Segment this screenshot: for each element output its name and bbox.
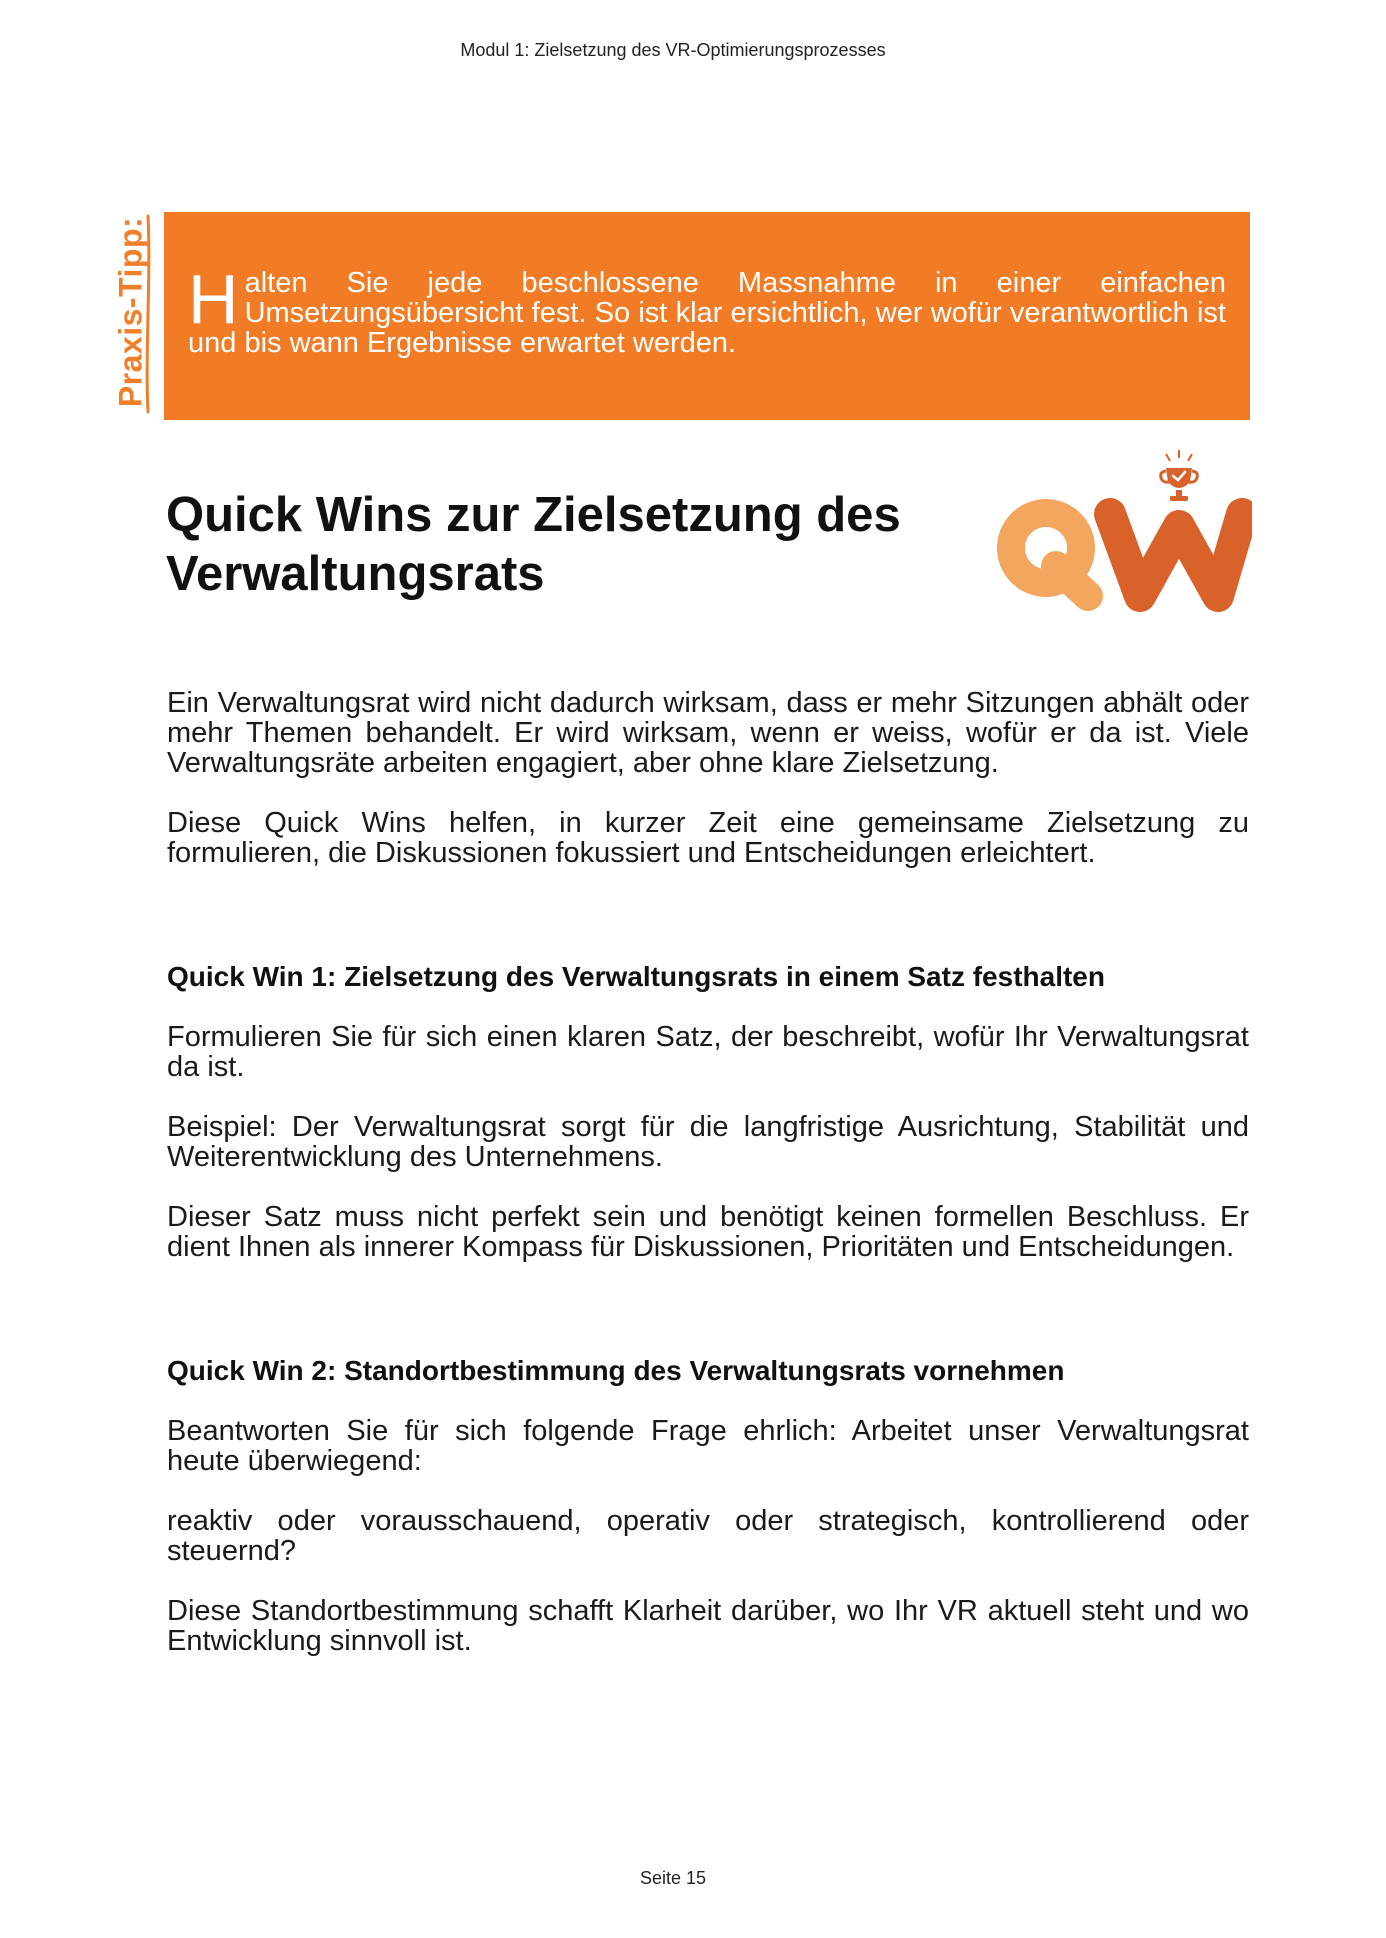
running-header: Modul 1: Zielsetzung des VR-Optimierungsprozesses bbox=[460, 40, 886, 60]
praxis-tipp-body: alten Sie jede beschlossene Massnahme in einer einfachen Umsetzungsübersicht fest. So ist klar ersichtlich, wer wofür verantwortlich ist und bis wann Ergebnisse erwartet werden. bbox=[188, 267, 1226, 359]
quick-win-2-paragraph-1: Beantworten Sie für sich folgende Frage ehrlich: Arbeitet unser Verwaltungsrat heute überwiegend: bbox=[167, 1415, 1249, 1477]
section-spacer bbox=[167, 1292, 1249, 1354]
praxis-tipp-label-text: Praxis-Tipp: bbox=[112, 216, 149, 408]
page-title-line-1: Quick Wins zur Zielsetzung des bbox=[166, 488, 901, 542]
intro-paragraph-1: Ein Verwaltungsrat wird nicht dadurch wirksam, dass er mehr Sitzungen abhält oder mehr Themen behandelt. Er wird wirksam, wenn er weiss, wofür er da ist. Viele Verwaltungsräte arbeiten engagiert, aber ohne klare Zielsetzung. bbox=[167, 687, 1249, 779]
intro-paragraph-2: Diese Quick Wins helfen, in kurzer Zeit eine gemeinsame Zielsetzung zu formulieren, die Diskussionen fokussiert und Entscheidungen erleichtert. bbox=[167, 807, 1249, 869]
quick-win-1-paragraph-3: Dieser Satz muss nicht perfekt sein und benötigt keinen formellen Beschluss. Er dient Ihnen als innerer Kompass für Diskussionen, Prioritäten und Entscheidungen. bbox=[167, 1201, 1249, 1263]
quick-wins-logo bbox=[990, 448, 1252, 618]
page-title bbox=[166, 486, 966, 604]
quick-win-1-heading: Quick Win 1: Zielsetzung des Verwaltungsrats in einem Satz festhalten bbox=[167, 961, 1105, 992]
page-title-line-2: Verwaltungsrats bbox=[166, 547, 545, 601]
quick-win-1-paragraph-2: Beispiel: Der Verwaltungsrat sorgt für die langfristige Ausrichtung, Stabilität und Weiterentwicklung des Unternehmens. bbox=[167, 1111, 1249, 1173]
quick-win-2-paragraph-3: Diese Standortbestimmung schafft Klarheit darüber, wo Ihr VR aktuell steht und wo Entwicklung sinnvoll ist. bbox=[167, 1595, 1249, 1657]
dropcap: H bbox=[188, 260, 239, 338]
quick-win-2-paragraph-2: reaktiv oder vorausschauend, operativ oder strategisch, kontrollierend oder steuernd? bbox=[167, 1505, 1249, 1567]
praxis-tipp-text bbox=[188, 260, 1226, 359]
w-letter bbox=[1110, 514, 1242, 596]
trophy-icon bbox=[1161, 450, 1198, 501]
quick-win-2-heading: Quick Win 2: Standortbestimmung des Verwaltungsrats vornehmen bbox=[167, 1355, 1065, 1386]
main-content bbox=[167, 688, 1249, 1686]
page-number: Seite 15 bbox=[639, 1868, 707, 1888]
praxis-tipp-box bbox=[164, 212, 1250, 420]
section-spacer bbox=[167, 898, 1249, 960]
q-letter bbox=[1011, 513, 1088, 596]
tip-swash-decoration bbox=[144, 214, 152, 414]
quick-win-1-paragraph-1: Formulieren Sie für sich einen klaren Satz, der beschreibt, wofür Ihr Verwaltungsrat da ist. bbox=[167, 1021, 1249, 1083]
